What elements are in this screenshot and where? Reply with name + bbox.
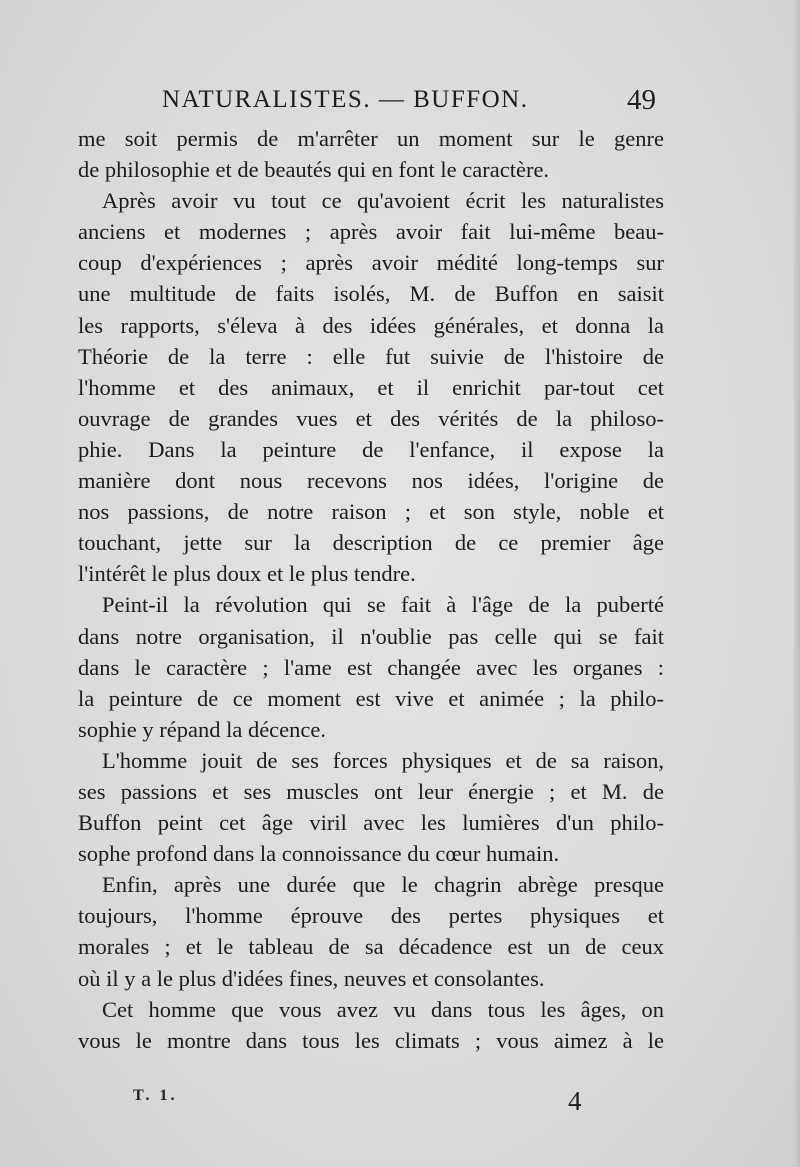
page-number: 49	[627, 84, 656, 116]
text-line: les rapports, s'éleva à des idées générales, et donna la	[78, 312, 664, 338]
text-line: anciens et modernes ; après avoir fait lui-même beau-	[78, 219, 664, 245]
text-line: phie. Dans la peinture de l'enfance, il expose la	[78, 436, 664, 462]
text-line: Théorie de la terre : elle fut suivie de l'histoire de	[78, 343, 664, 369]
text-line: ses passions et ses muscles ont leur énergie ; et M. de	[78, 778, 664, 804]
text-line: nos passions, de notre raison ; et son style, noble et	[78, 499, 664, 525]
running-head	[162, 86, 662, 120]
text-line: l'intérêt le plus doux et le plus tendre.	[78, 561, 416, 587]
text-line: la peinture de ce moment est vive et animée ; la philo-	[78, 685, 664, 711]
text-line: touchant, jette sur la description de ce premier âge	[78, 530, 664, 556]
text-line: une multitude de faits isolés, M. de Buffon en saisit	[78, 281, 664, 307]
text-line: dans notre organisation, il n'oublie pas celle qui se fait	[78, 623, 664, 649]
text-line: Cet homme que vous avez vu dans tous les âges, on	[102, 996, 664, 1022]
text-line: sophie y répand la décence.	[78, 716, 327, 742]
body-text	[78, 123, 664, 1056]
text-line: l'homme et des animaux, et il enrichit par-tout cet	[78, 374, 664, 400]
text-line: sophe profond dans la connoissance du cœur humain.	[78, 841, 560, 867]
text-line: manière dont nous recevons nos idées, l'origine de	[78, 468, 664, 494]
text-line: morales ; et le tableau de sa décadence est un de ceux	[78, 934, 664, 960]
text-line: où il y a le plus d'idées fines, neuves et consolantes.	[78, 965, 545, 991]
signature-mark: T. 1.	[133, 1087, 178, 1104]
text-line: dans le caractère ; l'ame est changée avec les organes :	[78, 654, 664, 680]
text-line: ouvrage de grandes vues et des vérités de la philoso-	[78, 405, 664, 431]
text-line: Après avoir vu tout ce qu'avoient écrit les naturalistes	[102, 188, 664, 214]
text-line: Enfin, après une durée que le chagrin abrège presque	[102, 872, 664, 898]
text-line: coup d'expériences ; après avoir médité long-temps sur	[78, 250, 664, 276]
text-line: Peint-il la révolution qui se fait à l'âge de la puberté	[102, 592, 664, 618]
text-line: L'homme jouit de ses forces physiques et de sa raison,	[102, 747, 664, 773]
text-line: Buffon peint cet âge viril avec les lumières d'un philo-	[78, 810, 664, 836]
text-line: de philosophie et de beautés qui en font le caractère.	[78, 157, 550, 183]
text-line: toujours, l'homme éprouve des pertes physiques et	[78, 903, 664, 929]
text-line: me soit permis de m'arrêter un moment sur le genre	[78, 126, 664, 151]
text-line: vous le montre dans tous les climats ; vous aimez à le	[78, 1027, 664, 1053]
running-title: NATURALISTES. — BUFFON.	[162, 86, 529, 113]
page-edge	[794, 0, 800, 1167]
sheet-number: 4	[568, 1086, 582, 1116]
